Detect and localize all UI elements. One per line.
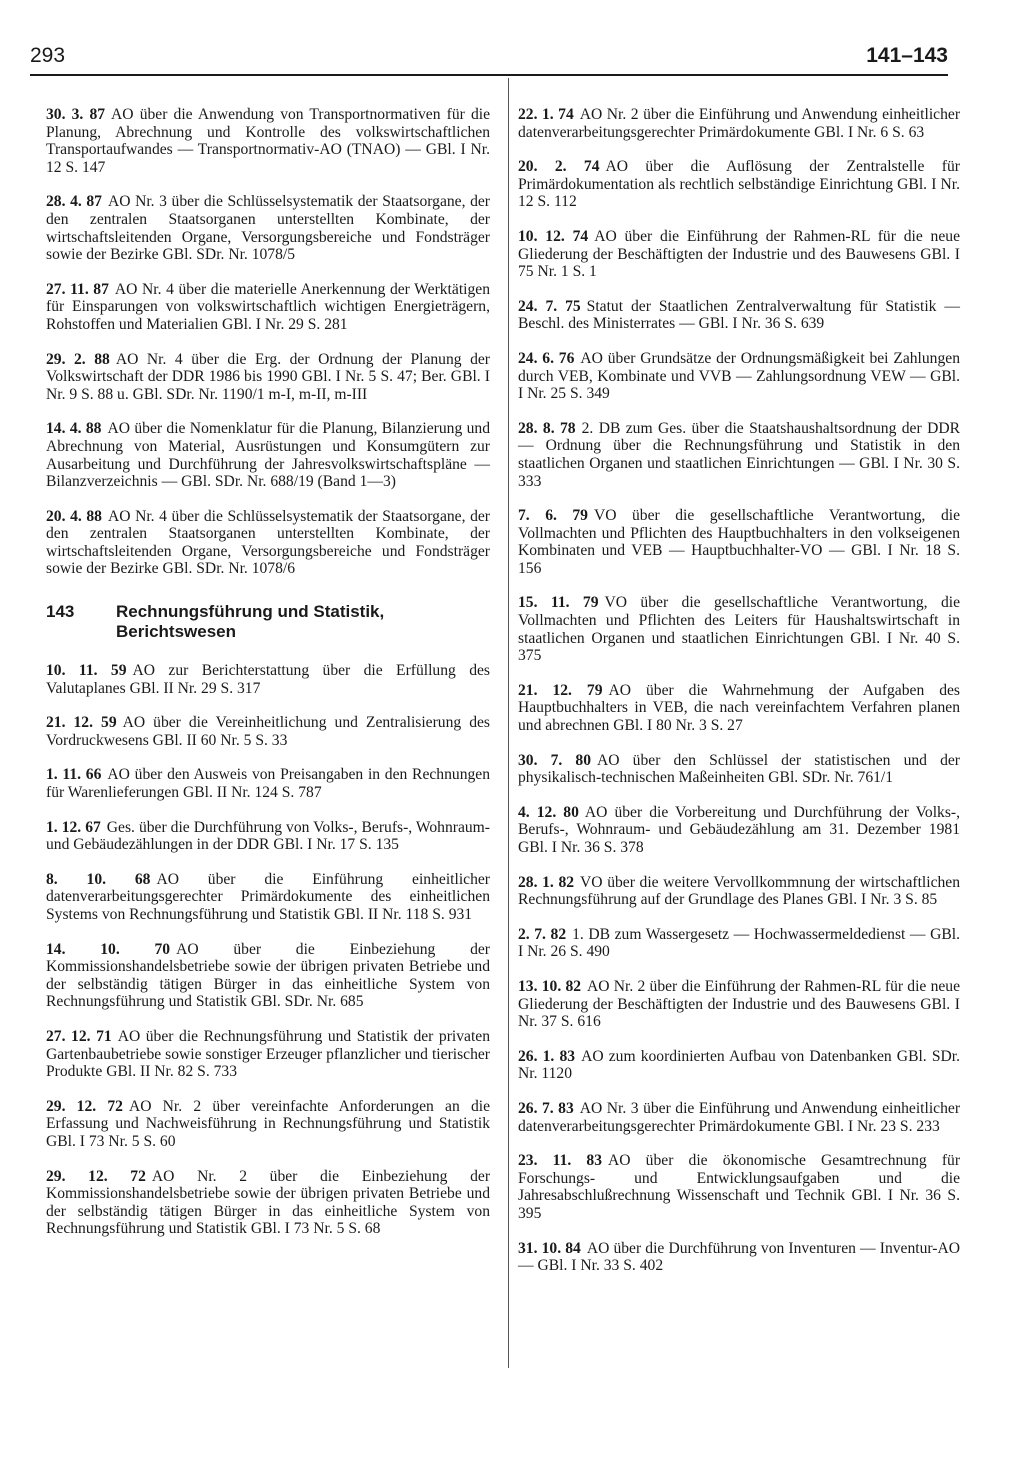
entry-date: 14. 4. 88 (46, 420, 102, 438)
entry-date: 29. 12. 72 (46, 1097, 123, 1115)
list-item (46, 662, 490, 697)
entry-text: AO über die Vorbereitung und Durchführung der Volks-, Berufs-, Wohnraum- und Gebäudezählung am 31. Dezember 1981 GBl. I Nr. 36 S. 378 (518, 803, 960, 856)
entry-date: 1. 11. 66 (46, 766, 102, 784)
entry-date: 26. 7. 83 (518, 1099, 574, 1117)
entry-date: 10. 11. 59 (46, 662, 127, 680)
entry-text: Statut der Staatlichen Zentralverwaltung für Statistik — Beschl. des Ministerrates — GBl. I Nr. 36 S. 639 (518, 297, 960, 333)
list-item (518, 874, 960, 909)
entry-text: VO über die gesellschaftliche Verantwortung, die Vollmachten und Pflichten des Hauptbuchhalters in den volkseigenen Kombinaten und VEB — Hauptbuchhalter-VO — GBl. I Nr. 18 S. 156 (518, 507, 960, 577)
entry-date: 10. 12. 74 (518, 227, 589, 245)
entry-date: 24. 6. 76 (518, 349, 575, 367)
entry-text: AO Nr. 3 über die Einführung und Anwendung einheitlicher datenverarbeitungsgerechter Primärdokumente GBl. I Nr. 23 S. 233 (518, 1099, 961, 1135)
right-column (518, 106, 960, 1292)
entry-text: AO zur Berichterstattung über die Erfüllung des Valutaplanes GBl. II Nr. 29 S. 317 (46, 662, 491, 697)
entry-date: 22. 1. 74 (518, 106, 574, 123)
entry-text: AO Nr. 4 über die Erg. der Ordnung der Planung der Volkswirtschaft der DDR 1986 bis 1990 GBl. I Nr. 5 S. 47; Ber. GBl. I Nr. 9 S. 88 u. GBl. SDr. Nr. 1190/1 m-I, m-II, m-III (46, 350, 490, 403)
list-item (46, 766, 490, 801)
entry-date: 29. 2. 88 (46, 350, 110, 368)
list-item (46, 1098, 490, 1151)
entry-text: AO über den Ausweis von Preisangaben in den Rechnungen für Warenlieferungen GBl. II Nr. 124 S. 787 (46, 766, 491, 802)
page-number: 293 (30, 44, 66, 67)
list-item (518, 594, 960, 664)
list-item (518, 978, 960, 1031)
entry-date: 2. 7. 82 (518, 925, 567, 943)
list-item (46, 714, 490, 749)
entry-date: 28. 4. 87 (46, 193, 102, 211)
entry-text: AO über die Einführung einheitlicher datenverarbeitungsgerechter Primärdokumente des einheitlichen Systems von Rechnungsführung und Statistik GBl. II Nr. 118 S. 931 (46, 870, 490, 923)
section-number: 143 (46, 602, 75, 622)
entry-text: AO Nr. 4 über die materielle Anerkennung der Werktätigen für Einsparungen von volkswirtschaftlich wichtigen Energieträgern, Rohstoffen und Materialien GBl. I Nr. 29 S. 281 (46, 280, 490, 333)
list-item (518, 804, 960, 857)
entry-date: 30. 3. 87 (46, 106, 106, 123)
list-item (46, 871, 490, 924)
entry-text: VO über die gesellschaftliche Verantwortung, die Vollmachten und Pflichten des Leiters für Haushaltswirtschaft in staatlichen Organen und staatlichen Einrichtungen GBl. I Nr. 40 S. 375 (518, 594, 961, 665)
entry-text: AO über Grundsätze der Ordnungsmäßigkeit bei Zahlungen durch VEB, Kombinate und VVB — Zahlungsordnung VEW — GBl. I Nr. 25 S. 349 (518, 349, 960, 403)
entry-text: Ges. über die Durchführung von Volks-, Berufs-, Wohnraum- und Gebäudezählungen in der DDR GBl. I Nr. 17 S. 135 (46, 818, 490, 854)
entry-text: AO über die Einbeziehung der Kommissionshandelsbetriebe sowie der übrigen privaten Betriebe und der selbständig tätigen Bürger in das einheitliche System von Rechnungsführung und Statistik GBl. SDr. Nr. 685 (46, 940, 490, 1011)
entry-text: AO Nr. 2 über die Einbeziehung der Kommissionshandelsbetriebe sowie der übrigen privaten Betriebe und der selbständig tätigen Bürger in das einheitliche System von Rechnungsführung und Statistik GBl. I 73 Nr. 5 S. 68 (46, 1167, 491, 1238)
list-item (46, 351, 490, 404)
list-item (518, 350, 960, 403)
list-item (518, 752, 960, 787)
list-item (518, 926, 960, 961)
entry-text: 2. DB zum Ges. über die Staatshaushaltsordnung der DDR — Ordnung über die Rechnungsführung und Statistik in den staatlichen Organen und staatlichen Einrichtungen — GBl. I Nr. 30 S. 333 (518, 419, 960, 490)
entry-text: AO zum koordinierten Aufbau von Datenbanken GBl. SDr. Nr. 1120 (518, 1047, 960, 1083)
list-item (518, 228, 960, 281)
list-item (518, 1100, 960, 1135)
left-entries-after (46, 662, 490, 1238)
entry-text: VO über die weitere Vervollkommnung der wirtschaftlichen Rechnungsführung auf der Grundlage des Planes GBl. I Nr. 3 S. 85 (518, 873, 960, 909)
section-range: 141–143 (866, 44, 948, 67)
list-item (46, 106, 490, 176)
header-rule (30, 74, 948, 76)
entry-text: AO über die Wahrnehmung der Aufgaben des Hauptbuchhalters in VEB, die nach vereinfachtem Verfahren planen und abrechnen GBl. I 80 Nr. 3 S. 27 (518, 681, 960, 735)
entry-date: 27. 12. 71 (46, 1027, 112, 1045)
entry-text: AO über die Rechnungsführung und Statistik der privaten Gartenbaubetriebe sowie sonstiger Erzeuger pflanzlicher und tierischer Produkte GBl. II Nr. 82 S. 733 (46, 1027, 490, 1081)
entry-date: 29. 12. 72 (46, 1167, 146, 1185)
entry-date: 23. 11. 83 (518, 1152, 603, 1170)
left-entries-before (46, 106, 490, 578)
list-item (518, 1048, 960, 1083)
list-item (518, 158, 960, 211)
entry-text: AO Nr. 4 über die Schlüsselsystematik der Staatsorgane, der den zentralen Staatsorganen unterstellten Kombinate, der wirtschaftsleitenden Organe, Versorgungsbereiche und Fondsträger sowie der Bezirke GBl. SDr. Nr. 1078/6 (46, 507, 490, 578)
list-item (46, 941, 490, 1011)
list-item (46, 508, 490, 578)
entry-text: AO Nr. 2 über die Einführung und Anwendung einheitlicher datenverarbeitungsgerechter Primärdokumente GBl. I Nr. 6 S. 63 (518, 106, 961, 141)
list-item (46, 193, 490, 263)
entry-text: AO über den Schlüssel der statistischen und der physikalisch-technischen Maßeinheiten GBl. SDr. Nr. 761/1 (518, 751, 960, 787)
entry-date: 15. 11. 79 (518, 594, 599, 612)
entry-text: AO über die Durchführung von Inventuren — Inventur-AO — GBl. I Nr. 33 S. 402 (518, 1239, 961, 1275)
entry-date: 8. 10. 68 (46, 870, 151, 888)
entry-text: AO über die ökonomische Gesamtrechnung für Forschungs- und Entwicklungsaufgaben und die Jahresabschlußrechnung Wissenschaft und Technik GBl. I Nr. 36 S. 395 (518, 1152, 961, 1222)
entry-date: 4. 12. 80 (518, 803, 579, 821)
entry-text: AO Nr. 2 über vereinfachte Anforderungen an die Erfassung und Nachweisführung in Rechnungsführung und Statistik GBl. I 73 Nr. 5 S. 60 (46, 1097, 490, 1150)
entry-date: 14. 10. 70 (46, 940, 171, 958)
list-item (518, 507, 960, 577)
entry-date: 31. 10. 84 (518, 1239, 581, 1257)
list-item (46, 1168, 490, 1238)
entry-text: 1. DB zum Wassergesetz — Hochwassermeldedienst — GBl. I Nr. 26 S. 490 (518, 925, 960, 961)
entry-date: 27. 11. 87 (46, 280, 109, 298)
list-item (46, 420, 490, 490)
entry-text: AO über die Anwendung von Transportnormativen für die Planung, Abrechnung und Kontrolle des volkswirtschaftlichen Transportaufwandes — Transportnormativ-AO (TNAO) — GBl. I Nr. 12 S. 147 (46, 106, 491, 176)
section-heading (46, 602, 490, 642)
list-item (518, 420, 960, 490)
list-item (518, 106, 960, 141)
list-item (46, 281, 490, 334)
entry-text: AO Nr. 2 über die Einführung der Rahmen-RL für die neue Gliederung der Beschäftigten der Industrie und des Bauwesens GBl. I Nr. 37 S. 616 (518, 977, 961, 1031)
entry-date: 20. 4. 88 (46, 507, 102, 525)
entry-text: AO Nr. 3 über die Schlüsselsystematik der Staatsorgane, der den zentralen Staatsorganen unterstellten Kombinate, der wirtschaftsleitenden Organe, Versorgungsbereiche und Fondsträger sowie der Bezirke GBl. SDr. Nr. 1078/5 (46, 193, 490, 264)
entry-date: 21. 12. 79 (518, 681, 603, 699)
entry-date: 28. 8. 78 (518, 419, 576, 437)
right-entries (518, 106, 960, 1275)
entry-date: 20. 2. 74 (518, 158, 600, 176)
entry-date: 24. 7. 75 (518, 297, 581, 315)
entry-text: AO über die Nomenklatur für die Planung, Bilanzierung und Abrechnung von Material, Ausrüstungen und Konsumgütern zur Ausarbeitung und Durchführung der Jahresvolkswirtschaftspläne — Bilanzverzeichnis — GBl. SDr. Nr. 688/19 (Band 1—3) (46, 420, 490, 491)
entry-date: 26. 1. 83 (518, 1047, 576, 1065)
entry-date: 7. 6. 79 (518, 507, 588, 525)
list-item (46, 819, 490, 854)
entry-date: 21. 12. 59 (46, 714, 117, 732)
section-title: Rechnungsführung und Statistik, Berichtswesen (116, 602, 385, 642)
list-item (518, 1152, 960, 1222)
list-item (46, 1028, 490, 1081)
entry-date: 1. 12. 67 (46, 818, 101, 836)
list-item (518, 298, 960, 333)
entry-date: 28. 1. 82 (518, 873, 575, 891)
entry-date: 30. 7. 80 (518, 751, 592, 769)
entry-text: AO über die Auflösung der Zentralstelle für Primärdokumentation als rechtlich selbständige Einrichtung GBl. I Nr. 12 S. 112 (518, 158, 960, 211)
column-divider (508, 78, 509, 1368)
list-item (518, 682, 960, 735)
list-item (518, 1240, 960, 1275)
entry-text: AO über die Vereinheitlichung und Zentralisierung des Vordruckwesens GBl. II 60 Nr. 5 S. 33 (46, 714, 490, 749)
entry-date: 13. 10. 82 (518, 977, 582, 995)
entry-text: AO über die Einführung der Rahmen-RL für die neue Gliederung der Beschäftigten der Industrie und des Bauwesens GBl. I 75 Nr. 1 S. 1 (518, 227, 960, 281)
left-column (46, 106, 490, 1255)
